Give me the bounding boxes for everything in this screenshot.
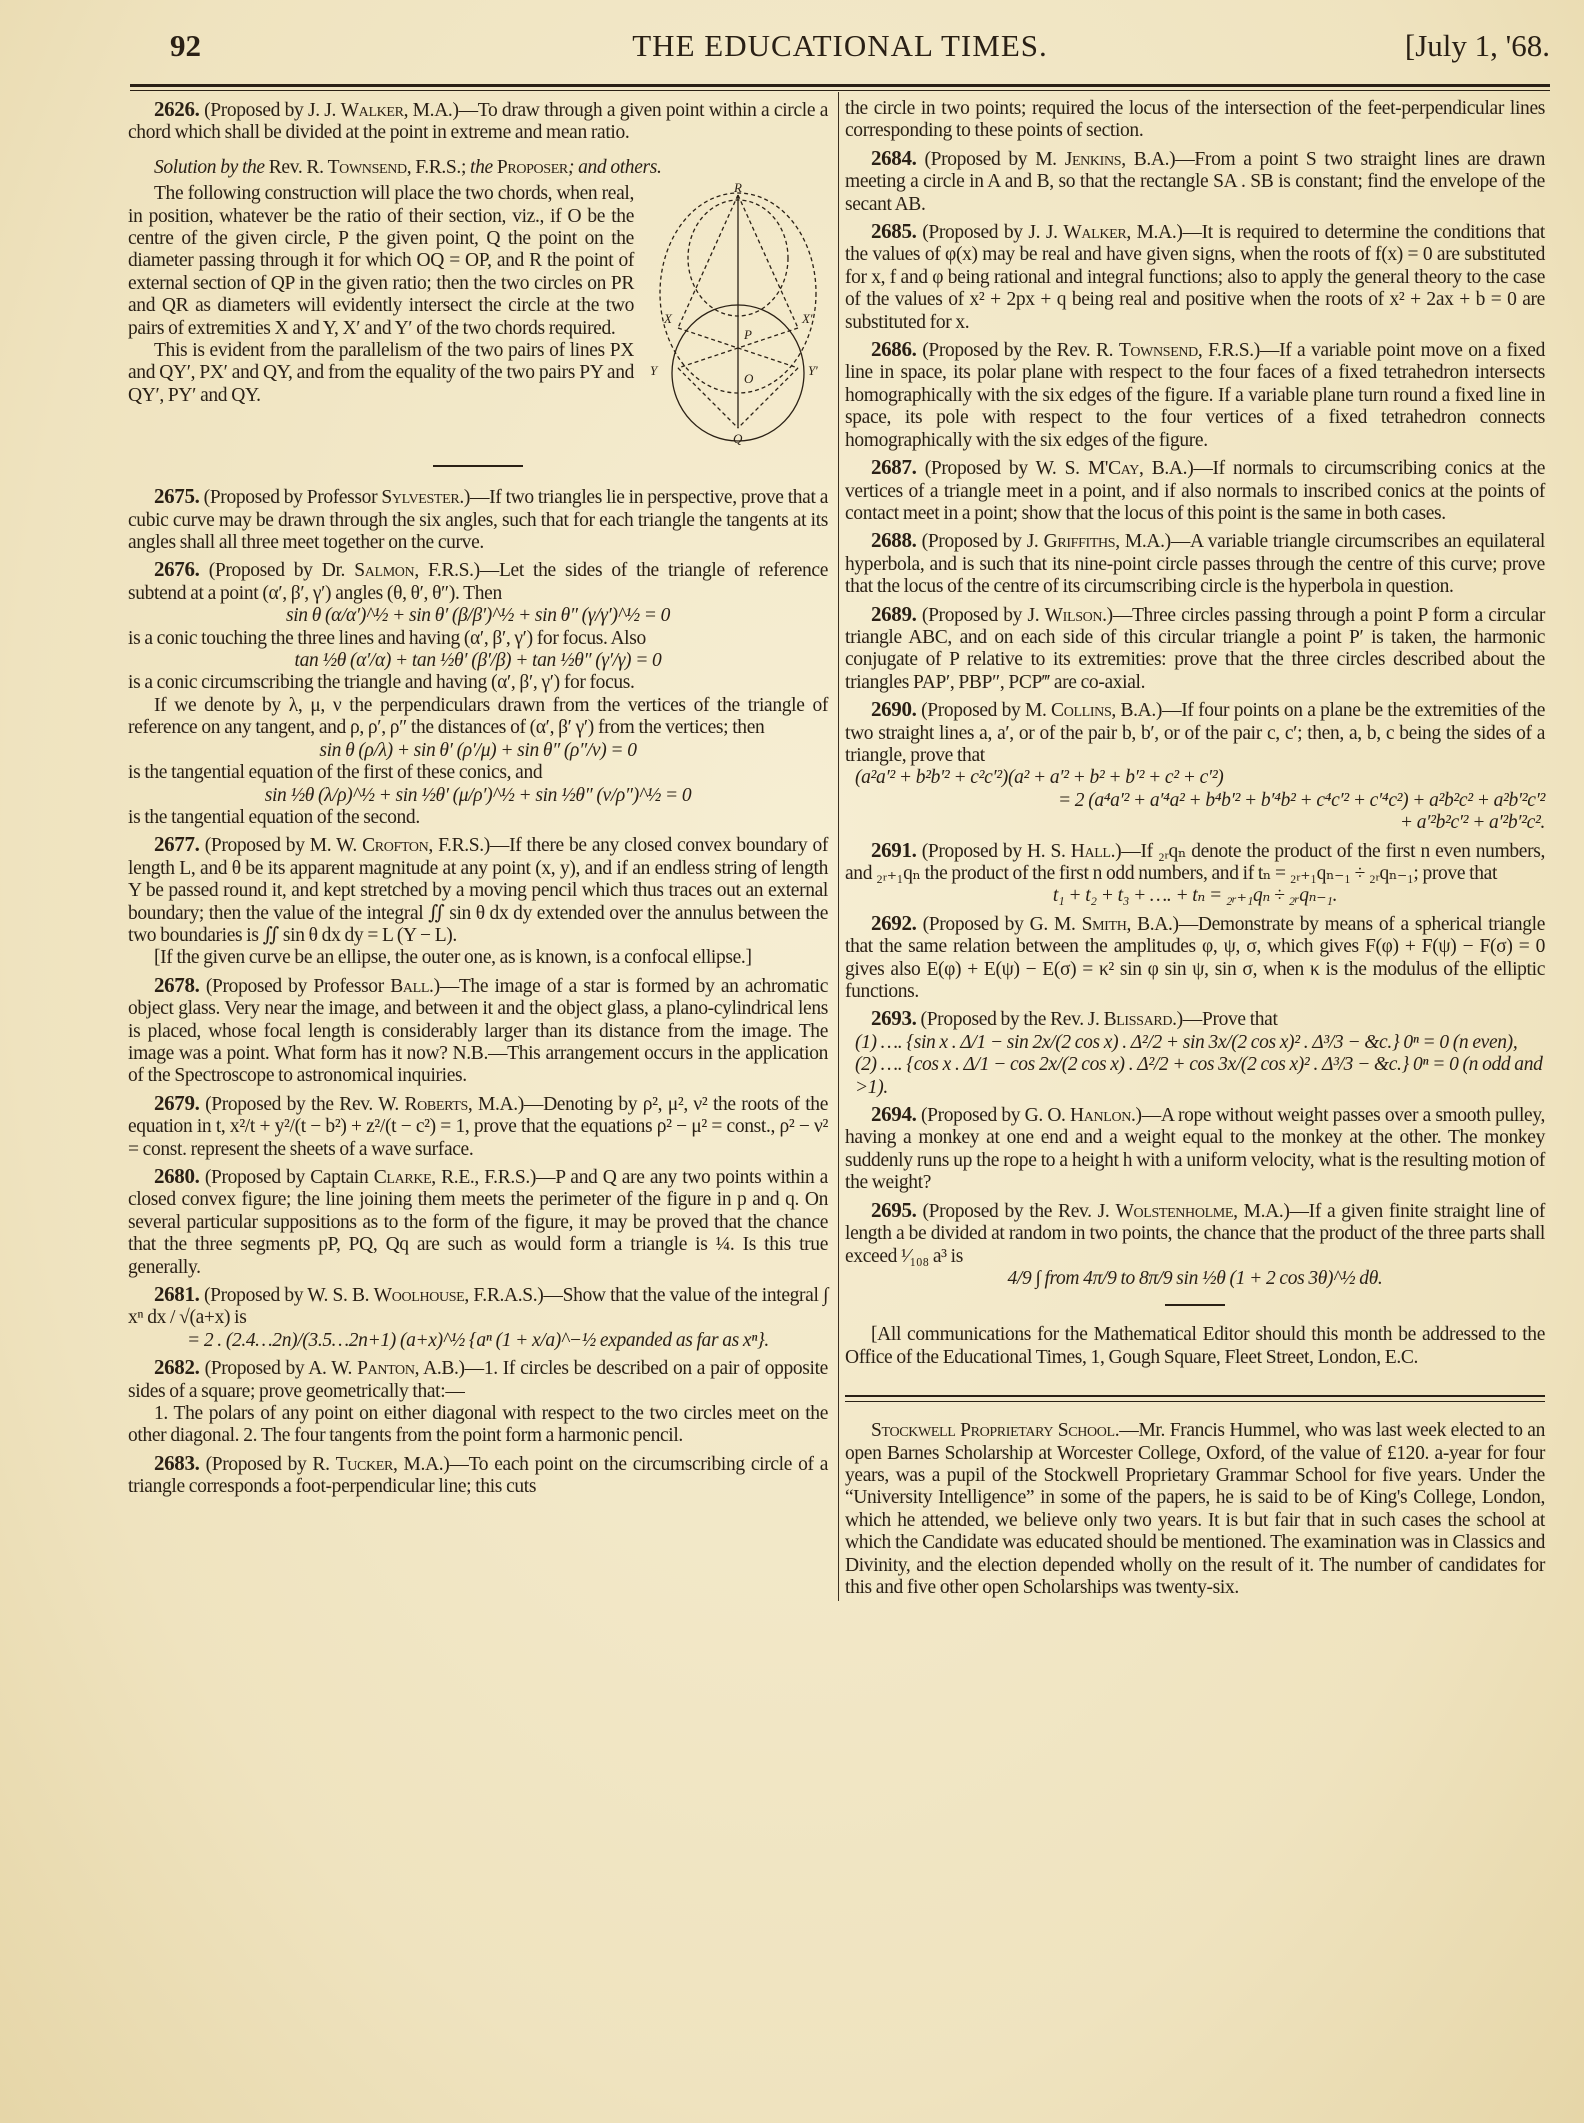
problem-number: 2688. — [871, 528, 917, 553]
solution-credit-part: the — [470, 156, 497, 178]
problem-text: , M.A.)—If a given finite straight line of length a be divided at random in two points, the chance that the product of the three parts shall exceed ¹⁄₁₀₈ a³ is — [845, 1200, 1545, 1267]
proposer-prefix: (Proposed by J. J. — [204, 100, 341, 121]
problem-statement — [128, 98, 828, 145]
problem-statement — [128, 1356, 828, 1403]
problem-2681 — [128, 1283, 828, 1352]
problem-text: .)—A rope without weight passes over a smooth pulley, having a monkey at one end and a weight equal to the monkey at the other. The monkey suddenly runs up the rope to a height h with a uniform velocity, what is the resulting motion of the weight? — [845, 1105, 1545, 1194]
problem-2695 — [845, 1199, 1545, 1291]
figure-label: R — [734, 183, 742, 196]
proposer-prefix: (Proposed by M. — [924, 148, 1065, 170]
proposer-name: Hall — [1070, 840, 1111, 862]
problem-statement — [128, 1452, 828, 1499]
proposer-name: Smith — [1081, 913, 1127, 935]
solution-credit-part: ; and others. — [567, 156, 662, 178]
masthead-title: THE EDUCATIONAL TIMES. — [632, 28, 1048, 63]
problem-text: , M.A.)—Denoting by ρ², μ², ν² the roots of the equation in t, x²/t + y²/(t − b²) + z²/(t − c²) = 1, prove that the equations ρ² − μ² = const., ρ² − ν² = const. represent the sheets of a wave surface. — [128, 1093, 829, 1160]
proposer-name: Jenkins — [1064, 148, 1122, 170]
problem-text: , B.A.)—From a point S two straight lines are drawn meeting a circle in A and B, so that the rectangle SA . SB is constant; find the envelope of the secant AB. — [845, 148, 1545, 215]
proposer-prefix: (Proposed by M. W. — [204, 835, 363, 857]
problem-number: 2678. — [154, 972, 200, 997]
problem-number: 2687. — [871, 455, 917, 480]
equation: tan ½θ (α′/α) + tan ½θ′ (β′/β) + tan ½θ″ (γ′/γ) = 0 — [294, 650, 662, 672]
problem-number: 2679. — [154, 1090, 200, 1115]
proposer-prefix: (Proposed by G. M. — [922, 913, 1082, 935]
problem-statement — [845, 698, 1545, 767]
proposer-name: Townsend — [1118, 340, 1198, 362]
problem-2684 — [845, 147, 1545, 216]
section-separator — [845, 1304, 1545, 1306]
problem-number: 2689. — [871, 601, 917, 626]
problem-statement — [845, 529, 1545, 598]
problem-text: , B.A.)—If normals to circumscribing conics at the vertices of a triangle meet in a point, and if also normals to inscribed conics at the points of contact meet in a point; show that the locus of this point is the same in both cases. — [845, 458, 1545, 524]
problem-2685 — [845, 220, 1545, 334]
proposer-name: Woolhouse — [373, 1285, 465, 1307]
page-number: 92 — [170, 28, 201, 63]
problem-number: 2694. — [871, 1102, 917, 1127]
problem-number: 2692. — [871, 910, 917, 935]
text-block — [845, 1324, 1545, 1369]
problem-2694 — [845, 1103, 1545, 1195]
right-column — [845, 98, 1545, 1603]
equation: (a²a′² + b²b′² + c²c′²)(a² + a′² + b² + b′² + c² + c′²) — [855, 767, 1224, 789]
problem-2691 — [845, 839, 1545, 908]
problem-statement — [128, 1092, 828, 1161]
proposer-name: Collins — [1051, 700, 1112, 722]
problem-statement — [128, 1165, 828, 1279]
news-rule-thin — [845, 1401, 1545, 1402]
problem-number: 2695. — [871, 1197, 917, 1222]
problem-text: , A.B.)—1. If circles be described on a pair of opposite sides of a square; prove geometrically that:— — [128, 1358, 828, 1402]
problem-2676 — [128, 558, 828, 829]
proposer-name: Clarke — [373, 1167, 432, 1188]
proposer-name: Walker — [340, 100, 404, 121]
separator-line — [433, 465, 523, 467]
proposer-prefix: (Proposed by Professor — [203, 487, 382, 509]
problem-number: 2685. — [871, 219, 917, 244]
problem-statement — [845, 456, 1545, 525]
proposer-name: Roberts — [404, 1093, 468, 1115]
problem-number: 2686. — [871, 337, 917, 362]
proposer-name: Sylvester — [381, 487, 460, 509]
problem-2678 — [128, 974, 828, 1088]
problem-statement — [845, 912, 1545, 1004]
paragraph: the circle in two points; required the locus of the intersection of the feet-perpendicular lines corresponding to these points of section. — [845, 98, 1545, 142]
proposer-name: Wilson — [1044, 604, 1103, 626]
problem-2686 — [845, 338, 1545, 452]
header-rule-thin — [130, 90, 1550, 91]
problem-text: , M.A.)—A variable triangle circumscribes an equilateral hyperbola, and is such that its nine-point circle passes through the centre of this curve; prove that the locus of the centre of its circumscribing circle is the hyperbola in question. — [845, 531, 1545, 598]
text-block — [128, 157, 828, 179]
problem-statement — [845, 603, 1545, 695]
paragraph: 1. The polars of any point on either diagonal with respect to the two circles meet on the other diagonal. 2. The four tangents from the point form a harmonic pencil. — [128, 1403, 828, 1447]
proposer-prefix: (Proposed by Dr. — [208, 560, 355, 582]
problem-statement — [845, 1103, 1545, 1195]
equation: sin θ (ρ/λ) + sin θ′ (ρ′/μ) + sin θ″ (ρ″/ν) = 0 — [319, 739, 637, 761]
figure-label: Y′ — [808, 363, 818, 379]
problem-text: , F.R.A.S.)—Show that the value of the integral ∫ xⁿ dx / √(a+x) is — [128, 1285, 828, 1329]
proposer-name: Crofton — [362, 835, 429, 857]
problem-number: 2691. — [871, 837, 917, 862]
problem-2688 — [845, 529, 1545, 598]
proposer-name: Walker — [1063, 222, 1127, 244]
proposer-prefix: (Proposed by J. — [921, 531, 1044, 553]
news-rule — [845, 1395, 1545, 1402]
proposer-prefix: (Proposed by W. S. — [924, 458, 1088, 480]
proposer-prefix: (Proposed by R. — [205, 1453, 336, 1475]
proposer-prefix: (Proposed by the Rev. W. — [205, 1093, 405, 1115]
problem-text: , M.A.)—To each point on the circumscribing circle of a triangle corresponds a foot-perpendicular line; this cuts — [128, 1453, 828, 1498]
problem-2689 — [845, 603, 1545, 695]
solution-credit-part: Proposer — [496, 156, 568, 178]
problem-text: , F.R.S.)—Let the sides of the triangle of reference subtend at a point (α′, β′, γ′) angles (θ, θ′, θ″). Then — [128, 560, 829, 604]
news-heading: Stockwell Proprietary School. — [871, 1420, 1120, 1442]
problem-2682 — [128, 1356, 828, 1448]
news-text: —Mr. Francis Hummel, who was last week elected to an open Barnes Scholarship at Worcester College, Oxford, of the value of £120. a-year for four years, was a pupil of the Stockwell Proprietary Grammar School for five years. Under the “University Intelligence” in some of the papers, he is said to be of King's College, London, which he attended, we believe only two years. It is but fair that in such cases the school at which the Candidate was educated should be mentioned. The examination was in Classics and Divinity, and the election depended wholly on the result of it. The number of candidates for this and five other open Scholarships was twenty-six. — [845, 1420, 1545, 1598]
problem-number: 2676. — [154, 557, 200, 582]
equation: = 2 (a⁴a′² + a′⁴a² + b⁴b′² + b′⁴b² + c⁴c′² + c′⁴c²) + a²b²c² + a²b′²c′² — [1057, 789, 1545, 811]
problem-2690 — [845, 698, 1545, 834]
problem-text: .)—Prove that — [1172, 1009, 1278, 1031]
proposer-prefix: (Proposed by M. — [921, 700, 1052, 722]
paragraph: is the tangential equation of the first of these conics, and — [128, 762, 543, 784]
proposer-name: Panton — [357, 1358, 415, 1380]
problem-text: .)—Three circles passing through a point P form a circular triangle ABC, and on each side of this circular triangle a point P′ is taken, the harmonic conjugate of P relative to its extremities: prove that the three circles described about the triangles PAP′, PBP″, PCP‴ are co-axial. — [845, 604, 1545, 693]
problem-2626 — [128, 98, 828, 145]
text-block — [128, 183, 828, 451]
figure-label: X′ — [802, 311, 813, 327]
problem-statement — [845, 839, 1545, 886]
problem-2693 — [845, 1007, 1545, 1099]
solution-credit-part: , F.R.S.; — [406, 156, 471, 178]
problem-statement — [128, 974, 828, 1088]
equation: 4/9 ∫ from 4π/9 to 8π/9 sin ½θ (1 + 2 cos 3θ)^½ dθ. — [1007, 1267, 1383, 1289]
problem-statement — [128, 1283, 828, 1330]
proposer-name: Hanlon — [1070, 1105, 1132, 1127]
proposer-prefix: (Proposed by the Rev. J. — [922, 1200, 1116, 1222]
problem-text: , B.A.)—If four points on a plane be the extremities of the two straight lines a, a′, or of the pair b, b′, or of the pair c, c′; then, a, b, c being the sides of a triangle, prove that — [845, 700, 1545, 766]
problem-statement — [845, 1007, 1545, 1031]
equation: (2) …. {cos x . Δ/1 − cos 2x/(2 cos x) . Δ²/2 + cos 3x/(2 cos x)² . Δ³/3 − &c.} 0ⁿ = 0 (n odd and >1). — [855, 1054, 1543, 1098]
problem-number: 2680. — [154, 1164, 200, 1188]
solution-credit — [128, 157, 828, 179]
paragraph: [If the given curve be an ellipse, the outer one, as is known, is a confocal ellipse.] — [154, 947, 752, 969]
problem-statement — [845, 338, 1545, 452]
paragraph: is the tangential equation of the second. — [128, 806, 420, 828]
problem-statement — [128, 558, 828, 605]
proposer-name: Griffiths — [1043, 531, 1116, 553]
proposer-prefix: (Proposed by H. S. — [921, 840, 1071, 862]
solution-credit-part: Solution by the — [154, 156, 269, 178]
problem-text: , M.A.)—To draw through a given point within a circle a chord which shall be divided at the point in extreme and mean ratio. — [128, 100, 828, 144]
problem-statement — [128, 485, 828, 554]
news-paragraph — [845, 1420, 1545, 1599]
problem-text: , B.A.)—Demonstrate by means of a spherical triangle that the same relation between the amplitudes φ, ψ, σ, which gives F(φ) + F(ψ) − F(σ) = 0 gives also E(φ) + E(ψ) − E(σ) = κ² sin φ sin ψ, sin σ, when κ is the modulus of the elliptic functions. — [845, 913, 1545, 1003]
problem-2679 — [128, 1092, 828, 1161]
problem-text: , F.R.S.)—If there be any closed convex boundary of length L, and θ be its apparent magnitude at any point (x, y), and if an endless string of length Y be passed round it, and kept stretched by a moving pencil which thus traces out an external boundary; then the value of the integral ∬ sin θ dx dy extended over the annulus between the two boundaries is ∬ sin θ dx dy = L (Y − L). — [128, 835, 828, 946]
solution-credit-part: Rev. R. — [268, 156, 328, 178]
news-rule-thick — [845, 1395, 1545, 1397]
problem-number: 2684. — [871, 145, 917, 170]
equation: + a′²b²c′² + a′²b′²c². — [1399, 812, 1545, 834]
problem-text: , M.A.)—It is required to determine the conditions that the values of φ(x) may be real and have given signs, when the roots of f(x) = 0 are substituted for x, f and φ being rational and integral functions; also to apply the general theory to the case of the values of x² + 2px + q being real and positive when the roots of x² + 2ax + b = 0 are substituted for x. — [845, 222, 1545, 333]
problem-number: 2690. — [871, 697, 917, 722]
proposer-prefix: (Proposed by W. S. B. — [203, 1285, 374, 1307]
problem-number: 2683. — [154, 1450, 200, 1475]
problem-text: .)—If ₂ᵣqₙ denote the product of the first n even numbers, and ₂ᵣ₊₁qₙ the product of the first n odd numbers, and if tₙ = ₂ᵣ₊₁qₙ₋₁ ÷ ₂ᵣqₙ₋₁; prove that — [845, 840, 1545, 884]
problem-2680 — [128, 1165, 828, 1279]
equation: (1) …. {sin x . Δ/1 − sin 2x/(2 cos x) . Δ²/2 + sin 3x/(2 cos x)² . Δ³/3 − &c.} 0ⁿ = 0 (n even), — [855, 1031, 1518, 1053]
problem-2687 — [845, 456, 1545, 525]
proposer-name: Blissard — [1103, 1009, 1173, 1031]
problem-statement — [128, 833, 828, 947]
paragraph: This is evident from the parallelism of the two pairs of lines PX and QY′, PX′ and QY, and from the equality of the two pairs PY and QY′, PY′ and QY. — [128, 340, 634, 406]
problem-statement — [845, 1199, 1545, 1268]
proposer-name: Wolstenholme — [1115, 1200, 1234, 1222]
problem-text: .)—If two triangles lie in perspective, prove that a cubic curve may be drawn through the six angles, such that for each triangle the tangents at its angles shall all three meet together on the curve. — [128, 487, 828, 554]
issue-date: [July 1, '68. — [1404, 28, 1550, 63]
paragraph: If we denote by λ, μ, ν the perpendiculars drawn from the vertices of the triangle of reference on any tangent, and ρ, ρ′, ρ″ the distances of (α′, β′ γ′) from the vertices; then — [128, 694, 828, 739]
equation: sin ½θ (λ/ρ)^½ + sin ½θ′ (μ/ρ′)^½ + sin ½θ″ (ν/ρ″)^½ = 0 — [264, 784, 692, 806]
column-divider — [838, 92, 839, 1601]
proposer-prefix: (Proposed by A. W. — [204, 1358, 358, 1380]
problem-text: , F.R.S.)—If a variable point move on a fixed line in space, its polar plane with respect to the four faces of a fixed tetrahedron intersects homographically with the six edges of the figure. If a variable plane turn round a fixed line in space, its pole with respect to the four vertices of a fixed tetrahedron connects homographically with the six edges of the figure. — [845, 340, 1545, 451]
separator-line — [1165, 1304, 1225, 1306]
problem-number: 2693. — [871, 1006, 917, 1031]
figure-label: Q — [733, 431, 743, 446]
left-column — [128, 98, 828, 1503]
paragraph: [All communications for the Mathematical Editor should this month be addressed to the Office of the Educational Times, 1, Gough Square, Fleet Street, London, E.C. — [845, 1324, 1545, 1368]
text-block — [845, 98, 1545, 143]
problem-number: 2682. — [154, 1355, 200, 1380]
paragraph: is a conic circumscribing the triangle and having (α′, β′, γ′) for focus. — [128, 672, 635, 694]
figure-label: P — [744, 327, 752, 343]
figure-label: Y — [650, 363, 657, 379]
problem-number: 2626. — [154, 97, 200, 121]
proposer-name: Salmon — [354, 560, 415, 582]
proposer-name: Tucker — [335, 1453, 393, 1475]
problem-2677 — [128, 833, 828, 969]
equation: = 2 . (2.4…2n)/(3.5…2n+1) (a+x)^½ {aⁿ (1 + x/a)^−½ expanded as far as xⁿ}. — [187, 1329, 769, 1351]
equation: sin θ (α/α′)^½ + sin θ′ (β/β′)^½ + sin θ″ (γ/γ′)^½ = 0 — [285, 605, 671, 627]
problem-number: 2681. — [154, 1282, 200, 1307]
text-block — [845, 1420, 1545, 1599]
page-header — [130, 28, 1550, 78]
problem-statement — [845, 220, 1545, 334]
header-rule — [130, 84, 1550, 87]
proposer-prefix: (Proposed by Captain — [204, 1167, 374, 1188]
proposer-prefix: (Proposed by the Rev. J. — [920, 1009, 1104, 1031]
solution-credit-part: Townsend — [327, 156, 407, 178]
proposer-name: Ball — [390, 975, 430, 997]
problem-statement — [845, 147, 1545, 216]
problem-number: 2675. — [154, 484, 200, 509]
equation: t₁ + t₂ + t₃ + …. + tₙ = ₂ᵣ₊₁qₙ ÷ ₂ᵣqₙ₋₁. — [1052, 885, 1338, 907]
problem-number: 2677. — [154, 832, 200, 857]
paragraph: The following construction will place the two chords, when real, in position, whatever be the ratio of their section, viz., if O be the centre of the given circle, P the given point, Q the point on the diameter passing through it for which OQ = OP, and R the point of external section of QP in the given ratio; then the two circles on PR and QR as diameters will evidently intersect the circle at the two pairs of extremities X and Y, X′ and Y′ of the two chords required. — [128, 183, 634, 339]
proposer-prefix: (Proposed by G. O. — [920, 1105, 1071, 1127]
problem-text: , R.E., F.R.S.)—P and Q are any two points within a closed convex figure; the line joining them meets the perimeter of the figure in p and q. On several particular suppositions as to the form of the figure, it may be proved that the chance that the three segments pP, PQ, Qq are such as would form a triangle is ¼. Is this true generally. — [128, 1167, 828, 1278]
problem-2683 — [128, 1452, 828, 1499]
proposer-prefix: (Proposed by the Rev. R. — [922, 340, 1119, 362]
problem-text: .)—The image of a star is formed by an achromatic object glass. Very near the image, and between it and the object glass, a plano-cylindrical lens is placed, whose focal length is considerably larger than its distance from the image. The image was a point. What form has it now? N.B.—This arrangement occurs in the application of the Spectroscope to astronomical inquiries. — [128, 975, 829, 1087]
proposer-prefix: (Proposed by J. — [921, 604, 1045, 626]
proposer-prefix: (Proposed by Professor — [205, 975, 391, 997]
figure-label: O — [744, 371, 754, 387]
geometry-figure — [648, 183, 828, 445]
figure-label: X — [664, 311, 672, 327]
section-separator — [128, 465, 828, 467]
problem-2692 — [845, 912, 1545, 1004]
proposer-name: M'Cay — [1087, 458, 1139, 480]
proposer-prefix: (Proposed by J. J. — [922, 222, 1064, 244]
paragraph: is a conic touching the three lines and having (α′, β′, γ′) for focus. Also — [128, 627, 646, 649]
problem-2675 — [128, 485, 828, 554]
